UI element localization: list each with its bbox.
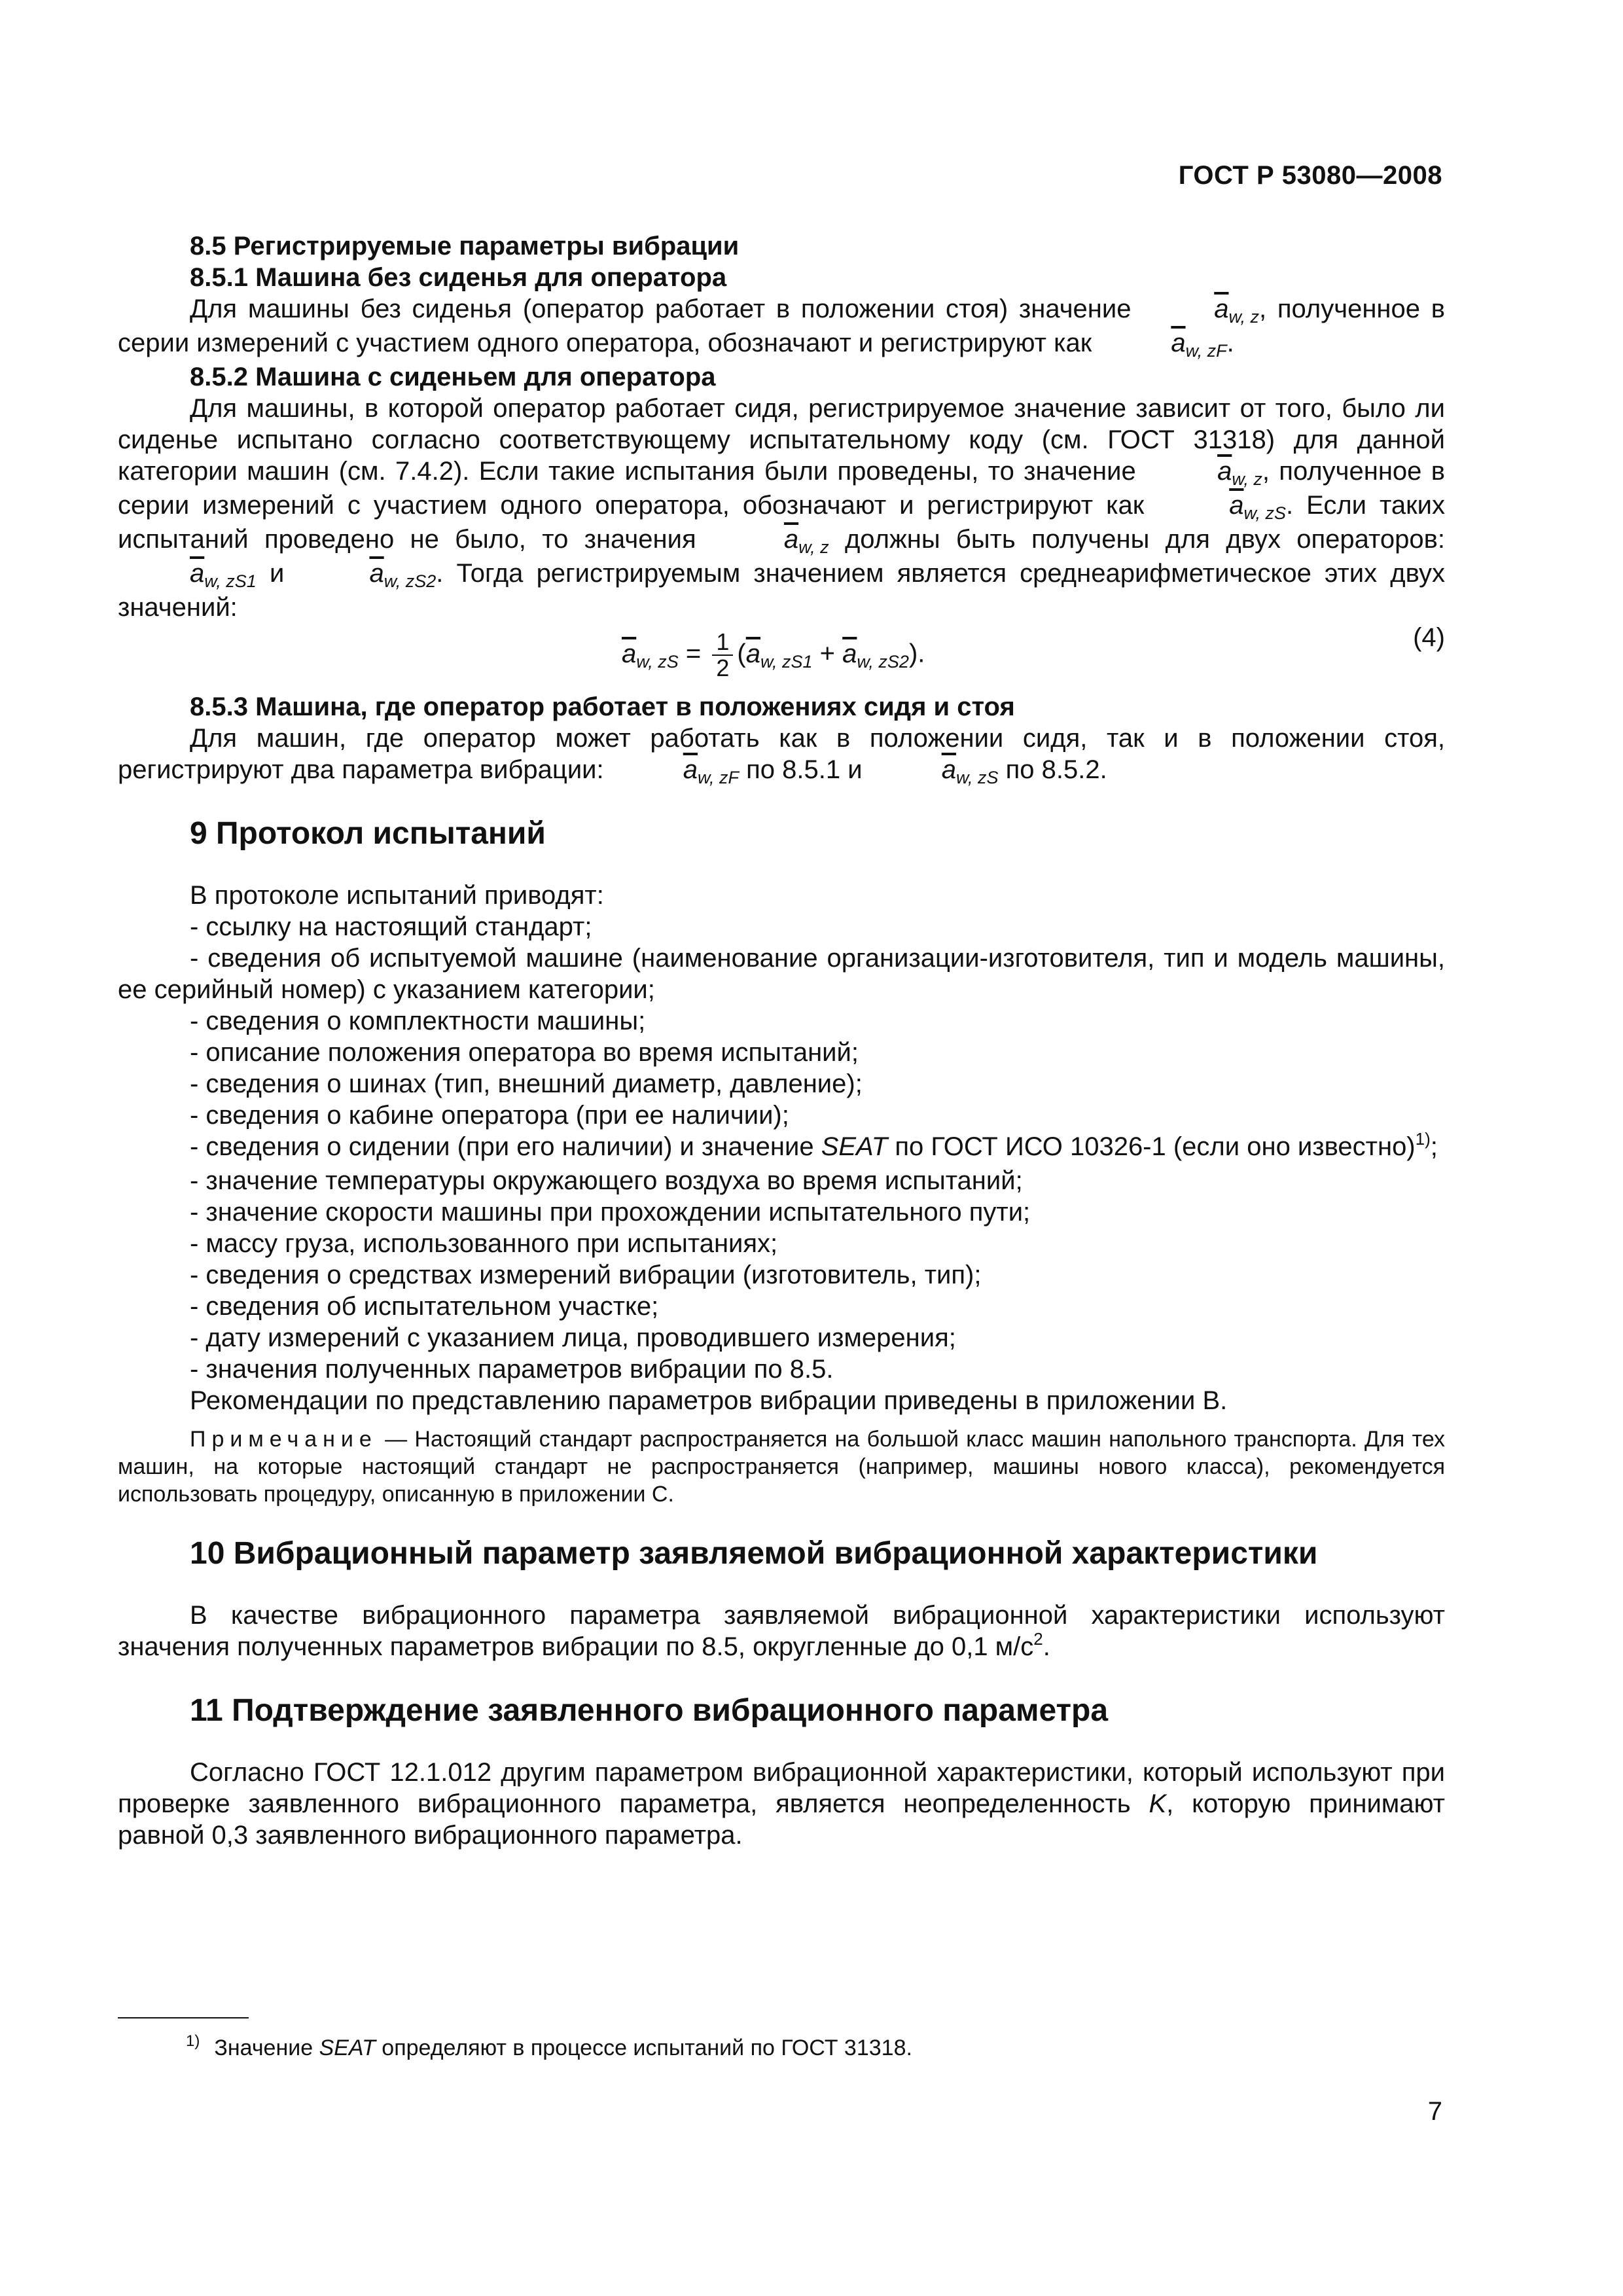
symbol-a-wz: $\overline{a}_{w, z}$ [1214,295,1259,327]
section-9-intro: В протоколе испытаний приводят: [190,881,604,910]
list-item: - ссылку на настоящий стандарт; [190,912,592,941]
section-9-title: 9 Протокол испытаний [190,816,546,851]
symbol-a-wzF: $\overline{a}_{w, zF}$ [683,755,740,787]
note-label: Примечание [190,1427,378,1452]
symbol-a-wzF: $\overline{a}_{w, zF}$ [1171,329,1227,361]
page-number: 7 [1427,2097,1442,2126]
section-8-5-3-text: Для машин, где оператор может работать как в положении сидя, так и в положении стоя, регистрируют два параметра вибрации: $\overline{a}_{w, zF}$ по 8.5.1 и $\overline{a}_{w, zS}$ по 8.5.2. [118,724,1445,787]
list-item: - сведения о шинах (тип, внешний диаметр, давление); [190,1069,863,1098]
symbol-a-wzS: $\overline{a}_{w, zS}$ [941,755,999,787]
symbol-a-wzS1: $\overline{a}_{w, zS1}$ [190,559,257,591]
list-item: - значение температуры окружающего воздуха во время испытаний; [190,1166,1023,1195]
footnote: $^{1)}$ Значение SEAT определяют в процессе испытаний по ГОСТ 31318. [186,2032,912,2060]
section-8-5-2-text: Для машины, в которой оператор работает сидя, регистрируемое значение зависит от того, было ли сиденье испытано согласно соответствующему испытательному коду (см. ГОСТ 31318) для данной категории машин (см. 7.4.2). Если такие испытания были проведены, то значение $\overline{a}_{w, z}$, полученное в серии измерений с участием одного оператора, обозначают и регистрируют как $\overline{a}_{w, zS}$. Если таких испытаний проведено не было, то значения $\overline{a}_{w, z}$ должны быть получены для двух операторов: $\overline{a}_{w, zS1}$ и $\overline{a}_{w, zS2}$. Тогда регистрируемым значением является среднеарифметическое этих двух значений: [118,394,1446,622]
section-11-text: Согласно ГОСТ 12.1.012 другим параметром вибрационной характеристики, который используют при проверке заявленного вибрационного параметра, является неопределенность K, которую принимают равной 0,3 заявленного вибрационного параметра. [118,1758,1445,1850]
list-item: - дату измерений с указанием лица, проводившего измерения; [190,1323,956,1352]
section-8-5-1-text: Для машины без сиденья (оператор работает в положении стоя) значение $\overline{a}_{w, z}$, полученное в серии измерений с участием одного оператора, обозначают и регистрируют как $\overline{a}_{w, zF}$. [118,295,1445,361]
symbol-a-wzS2: $\overline{a}_{w, zS2}$ [369,559,437,591]
section-8-5-1-title: 8.5.1 Машина без сиденья для оператора [190,263,727,292]
symbol-a-wz: $\overline{a}_{w, z}$ [1217,457,1262,489]
equation-number: (4) [1413,623,1445,652]
section-10-text: В качестве вибрационного параметра заявляемой вибрационной характеристики используют значения полученных параметров вибрации по 8.5, округленные до 0,1 $м/с^2$. [118,1601,1445,1661]
document-code: ГОСТ Р 53080—2008 [1178,161,1442,190]
section-8-5-2-title: 8.5.2 Машина с сиденьем для оператора [190,363,716,391]
list-item: - значение скорости машины при прохождении испытательного пути; [190,1198,1031,1227]
section-8-5-3-title: 8.5.3 Машина, где оператор работает в положениях сидя и стоя [190,692,1015,721]
footnote-separator [118,2017,249,2018]
list-item: - описание положения оператора во время испытаний; [190,1038,859,1067]
symbol-a-wz: $\overline{a}_{w, z}$ [783,525,829,557]
list-item: - сведения о комплектности машины; [190,1007,646,1035]
equation-4 [118,623,1445,691]
equation-body: $\overline{a}_{w, zS}$ = $\frac{1}{2}$ $(\overline{a}_{w, zS1} + \overline{a}_{w, zS2})$. [622,628,925,681]
recommendation-text: Рекомендации по представлению параметров вибрации приведены в приложении В. [190,1386,1228,1415]
list-item: - сведения о кабине оператора (при ее наличии); [190,1101,789,1130]
section-10-title: 10 Вибрационный параметр заявляемой вибрационной характеристики [190,1536,1318,1571]
section-11-title: 11 Подтверждение заявленного вибрационного параметра [190,1693,1109,1728]
section-8-5-title: 8.5 Регистрируемые параметры вибрации [190,232,740,260]
symbol-a-wzS: $\overline{a}_{w, zS}$ [1229,491,1286,523]
list-item: - массу груза, использованного при испытаниях; [190,1229,778,1258]
document-body [118,230,1445,1851]
fraction-one-half: $\frac{1}{2}$ [712,630,733,681]
list-item-seat: - сведения о сидении (при его наличии) и значение SEAT по ГОСТ ИСО 10326-1 (если оно известно)$^{1)}$; [190,1129,1438,1161]
list-item: - значения полученных параметров вибрации по 8.5. [190,1355,834,1384]
footnote-reference: 1) [1415,1129,1431,1149]
list-item: - сведения об испытуемой машине (наименование организации-изготовителя, тип и модель машины, ее серийный номер) с указанием категории; [118,944,1445,1004]
list-item: - сведения об испытательном участке; [190,1292,659,1321]
list-item: - сведения о средствах измерений вибрации (изготовитель, тип); [190,1261,982,1289]
note-paragraph: Примечание — Настоящий стандарт распространяется на большой класс машин напольного транспорта. Для тех машин, на которые настоящий стандарт не распространяется (например, машины нового класса), рекомендуется использовать процедуру, описанную в приложении С. [118,1427,1445,1507]
